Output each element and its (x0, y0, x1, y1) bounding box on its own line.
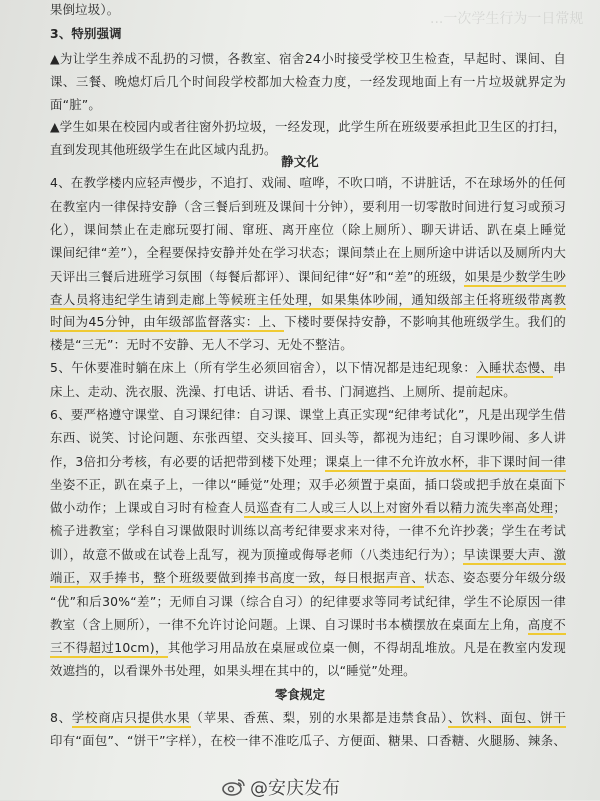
highlighted-text: 入睡状态慢、 (476, 360, 553, 378)
text-segment: 在教室内一律保持安静（含三餐后到班及课间十分钟），要利用一切零散时间进行复习或预习 (50, 199, 566, 214)
text-line (50, 267, 566, 287)
text-segment: 天评出三餐后进班学习氛围（每餐后都评）、课间纪律“好”和“差”的班级， (50, 269, 465, 284)
text-segment: 床上、走动、洗衣服、洗澡、打电话、讲话、看书、门洞遮挡、上厕所、提前起床。 (50, 384, 516, 399)
highlighted-text: 员巡查有二人或三人以上对窗外看以精力流失率高处理 (244, 500, 554, 518)
text-segment: 作，3倍扣分考核，有必要的话把带到楼下处理； (50, 454, 325, 469)
text-line (50, 0, 566, 20)
text-segment: 坐姿不正，趴在桌子上，一律以“睡觉”处理；双手必须置于桌面，插口袋或把手放在桌面下 (50, 477, 566, 492)
text-line (50, 661, 566, 681)
text-segment: 其他学习用品放在桌屉或位桌一侧，不得胡乱堆放。凡是在教室内发现 (167, 640, 566, 655)
text-line (50, 243, 566, 263)
text-segment: 零食规定 (274, 687, 326, 702)
text-segment: ▲为让学生养成不乱扔的习惯，各教室、宿舍24小时接受学校卫生检查，早起时、课间、自 (50, 51, 566, 66)
text-segment: （苹果、香蕉、梨，别的水果都是违禁食品） (190, 710, 448, 725)
text-segment: 静文化 (281, 154, 319, 169)
text-line (50, 95, 566, 115)
text-line (50, 615, 566, 635)
bleed-through-header: ...一次学生行为一日常规 (430, 11, 584, 27)
watermark-text: @安庆发布 (250, 778, 340, 799)
highlighted-text: 如果是少数学生吵 (50, 269, 566, 287)
highlighted-text: 、饮料、面包、饼干 (448, 710, 566, 728)
text-line (50, 335, 566, 355)
text-line (50, 405, 566, 425)
highlighted-text: 早读课要大声、激 (50, 547, 566, 565)
weibo-icon (222, 778, 246, 796)
text-segment: 6、要严格遵守课堂、自习课纪律：自习课、课堂上真正实现“纪律考试化”，凡是出现学生借 (50, 407, 566, 422)
subsection-heading (50, 24, 566, 44)
section-heading (0, 152, 600, 172)
text-line (50, 290, 566, 310)
highlighted-text: 学校商店只提供水果 (72, 710, 191, 728)
watermark (222, 774, 340, 800)
text-line (50, 49, 566, 69)
highlighted-text: 三不得超过10cm)， (50, 640, 168, 658)
text-segment: 面“脏”。 (50, 97, 102, 112)
text-segment: 做小动作；上课或自习时有检查人 (50, 500, 244, 515)
text-segment: 4、在教学楼内应轻声慢步，不追打、戏闹、喧哗，不吹口哨，不讲脏话，不在球场外的任何 (50, 175, 566, 190)
text-line (50, 521, 566, 541)
text-segment: 5、午休要准时躺在床上（所有学生必须回宿舍），以下情况都是违纪现象： (50, 360, 477, 375)
text-segment: ； (553, 500, 566, 515)
highlighted-text: 高度不 (50, 617, 566, 635)
section-heading (0, 685, 600, 705)
text-segment: 3、特别强调 (50, 26, 122, 41)
text-segment: 8、 (50, 710, 72, 725)
text-line (50, 708, 566, 728)
highlighted-text: 课桌上一律不允许放水杯，非下课时间一律 (50, 454, 566, 472)
text-segment: 直到发现其他班级学生在此区域内乱扔。 (50, 142, 277, 157)
text-line (50, 173, 566, 193)
text-segment: 印有“面包”、“饼干”字样），在校一律不准吃瓜子、方便面、糖果、口香糖、火腿肠、辣条、 (50, 733, 566, 748)
text-line (50, 568, 566, 588)
text-line (50, 428, 566, 448)
text-line (50, 382, 566, 402)
text-segment: 课间纪律“差”），全程要保持安静并处在学习状态；课间禁止在上厕所途中讲话以及厕所内大 (50, 245, 566, 260)
text-segment: 下楼时要保持安静，不影响其他班级学生。我们的 (284, 314, 566, 329)
text-line (50, 638, 566, 658)
text-line (50, 452, 566, 472)
text-segment: 梳子进教室；学科自习课做限时训练以高考纪律要求来对待，一律不允许抄袭；学生在考试 (50, 523, 566, 538)
text-line (50, 358, 566, 378)
text-line (50, 592, 566, 612)
text-line (50, 220, 566, 240)
text-segment: 化），课间禁止在走廊玩耍打闹、窜班、离开座位（除上厕所）、聊天讲话、趴在桌上睡觉 (50, 222, 566, 237)
text-line (50, 312, 566, 332)
text-segment: 课、三餐、晚熄灯后几个时间段学校都加大检查力度，一经发现地面上有一片垃圾就界定为 (50, 74, 566, 89)
highlighted-text: 时间为45分钟，由年级部监督落实：上、 (50, 314, 284, 332)
text-line (50, 117, 566, 137)
text-segment: 训），故意不做或在试卷上乱写，视为顶撞或侮辱老师（八类违纪行为）； (50, 547, 463, 562)
text-line (50, 545, 566, 565)
text-line (50, 475, 566, 495)
text-segment: 效遮挡的，以看课外书处理，如果头埋在其中的，以“睡觉”处理。 (50, 663, 416, 678)
text-segment: ▲学生如果在校园内或者往窗外扔垃圾，一经发现，此学生所在班级要承担此卫生区的打扫， (50, 119, 566, 134)
text-segment: 楼是“三无”：无时不安静、无人不学习、无处不整洁。 (50, 337, 353, 352)
text-line (50, 72, 566, 92)
text-segment: 东西、说笑、讨论问题、东张西望、交头接耳、回头等，都视为违纪；自习课吵闹、多人讲 (50, 430, 566, 445)
text-line (50, 498, 566, 518)
text-segment: “优”和后30%“差”；无师自习课（综合自习）的纪律要求等同考试纪律，学生不论原因一律 (50, 594, 566, 609)
text-line (50, 731, 566, 751)
text-segment: 状态、姿态要分年级分级 (424, 570, 566, 585)
highlighted-text: 查人员将违纪学生请到走廊上等候班主任处理，如果集体吵闹，通知级部主任将班级带离教 (50, 292, 566, 310)
text-line (50, 197, 566, 217)
highlighted-text: 端正，双手捧书，整个班级要做到捧书高度一致，每日根据声音、 (50, 570, 424, 588)
text-segment: 教室（含上厕所），一律不允许讨论问题。上课、自习课时书本横摆放在桌面左上角， (50, 617, 528, 632)
text-segment: 串 (553, 360, 566, 375)
text-segment: 果倒垃圾）。 (50, 2, 120, 17)
